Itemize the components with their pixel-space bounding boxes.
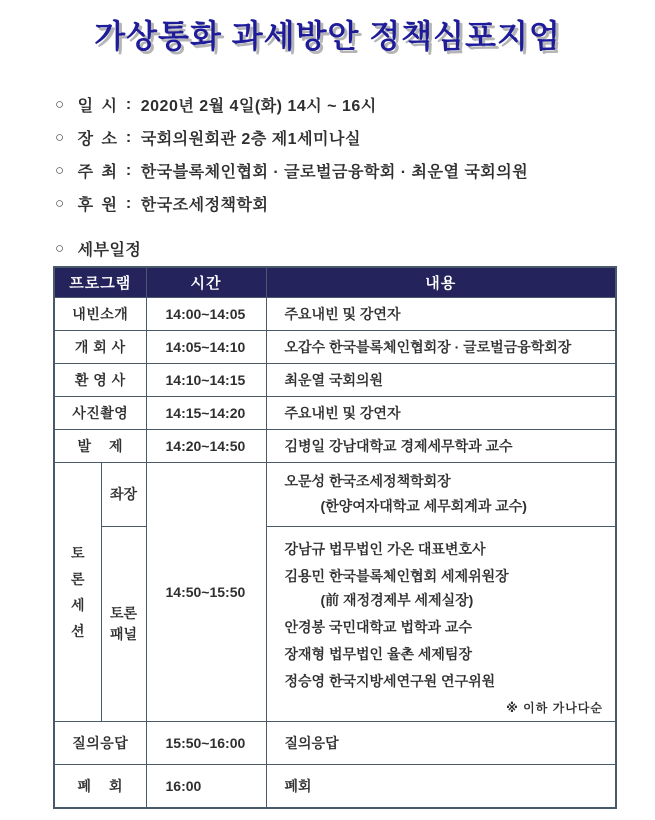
circle-bullet-icon: ○ [55,129,65,146]
program-cell: 환 영 사 [54,363,146,396]
info-row-datetime [55,88,655,121]
schedule-heading [55,232,655,265]
panel-label-line: 패널 [109,625,138,642]
circle-bullet-icon: ○ [55,162,65,179]
circle-bullet-icon: ○ [55,195,65,212]
colon-separator: : [125,95,132,113]
time-cell: 14:15~14:20 [146,396,266,429]
content-cell: 김병일 강남대학교 경제세무학과 교수 [266,429,616,462]
table-row-photo [54,396,616,429]
panel-content-cell [266,526,616,721]
content-cell: 오갑수 한국블록체인협회장 · 글로벌금융학회장 [266,330,616,363]
program-cell: 발 제 [54,429,146,462]
table-row-qna [54,721,616,764]
session-cell [54,462,101,721]
panel-label-cell [101,526,146,721]
table-row-chair [54,462,616,526]
table-row-welcome [54,363,616,396]
circle-bullet-icon: ○ [55,240,65,257]
schedule-table [53,266,617,809]
program-cell: 사진촬영 [54,396,146,429]
info-label-host: 주 최 [77,164,119,181]
info-row-sponsor [55,187,655,220]
info-list [55,88,655,220]
info-value-sponsor: 한국조세정책학회 [140,197,269,214]
table-header-row [54,267,616,297]
chair-content-cell [266,462,616,526]
program-cell: 내빈소개 [54,297,146,330]
session-label-vertical: 토론세션 [70,544,85,639]
header-cell-program: 프로그램 [54,267,146,297]
alphabetical-order-note: ※ 이하 가나다순 [506,700,603,715]
page-title: 가상통화 과세방안 정책심포지엄 [94,18,561,54]
panelist-line: 장재형 법무법인 율촌 세제팀장 [284,645,472,662]
colon-separator: : [125,161,132,179]
info-value-datetime: 2020년 2월 4일(화) 14시 ~ 16시 [140,98,377,115]
info-value-host: 한국블록체인협회 · 글로벌금융학회 · 최운열 국회의원 [140,164,529,181]
content-cell: 주요내빈 및 강연자 [266,297,616,330]
table-row-presentation [54,429,616,462]
panelist-line: 정승영 한국지방세연구원 연구위원 [284,672,496,689]
panelist-line: 김용민 한국블록체인협회 세제위원장 [284,567,509,584]
info-label-sponsor: 후 원 [77,197,119,214]
table-row-panel [54,526,616,721]
header-cell-time: 시간 [146,267,266,297]
time-cell: 14:10~14:15 [146,363,266,396]
time-cell: 16:00 [146,764,266,808]
time-cell: 14:00~14:05 [146,297,266,330]
panelist-line: 강남규 법무법인 가온 대표변호사 [284,540,486,557]
info-row-host [55,154,655,187]
content-cell: 주요내빈 및 강연자 [266,396,616,429]
time-cell: 14:20~14:50 [146,429,266,462]
schedule-heading-label: 세부일정 [77,242,142,259]
info-label-datetime: 일 시 [77,98,119,115]
colon-separator: : [125,128,132,146]
content-cell: 폐회 [266,764,616,808]
info-value-venue: 국회의원회관 2층 제1세미나실 [140,131,361,148]
time-cell: 14:05~14:10 [146,330,266,363]
info-row-venue [55,121,655,154]
colon-separator: : [125,194,132,212]
program-cell: 질의응답 [54,721,146,764]
content-cell: 최운열 국회의원 [266,363,616,396]
circle-bullet-icon: ○ [55,96,65,113]
program-cell: 폐 회 [54,764,146,808]
content-cell: 질의응답 [266,721,616,764]
chair-line: 오문성 한국조세정책학회장 [284,473,451,489]
time-cell: 14:50~15:50 [146,462,266,721]
chair-line-affiliation: (한양여자대학교 세무회계과 교수) [320,498,527,514]
time-cell: 15:50~16:00 [146,721,266,764]
panel-label-line: 토론 [109,604,138,621]
header-cell-content: 내용 [266,267,616,297]
chair-label-cell: 좌장 [101,462,146,526]
table-row-closing [54,764,616,808]
info-label-venue: 장 소 [77,131,119,148]
panelist-line: 안경봉 국민대학교 법학과 교수 [284,618,472,635]
program-cell: 개 회 사 [54,330,146,363]
panelist-former-title-line: (前 재정경제부 세제실장) [320,591,474,608]
table-row-opening [54,330,616,363]
table-row-intro [54,297,616,330]
